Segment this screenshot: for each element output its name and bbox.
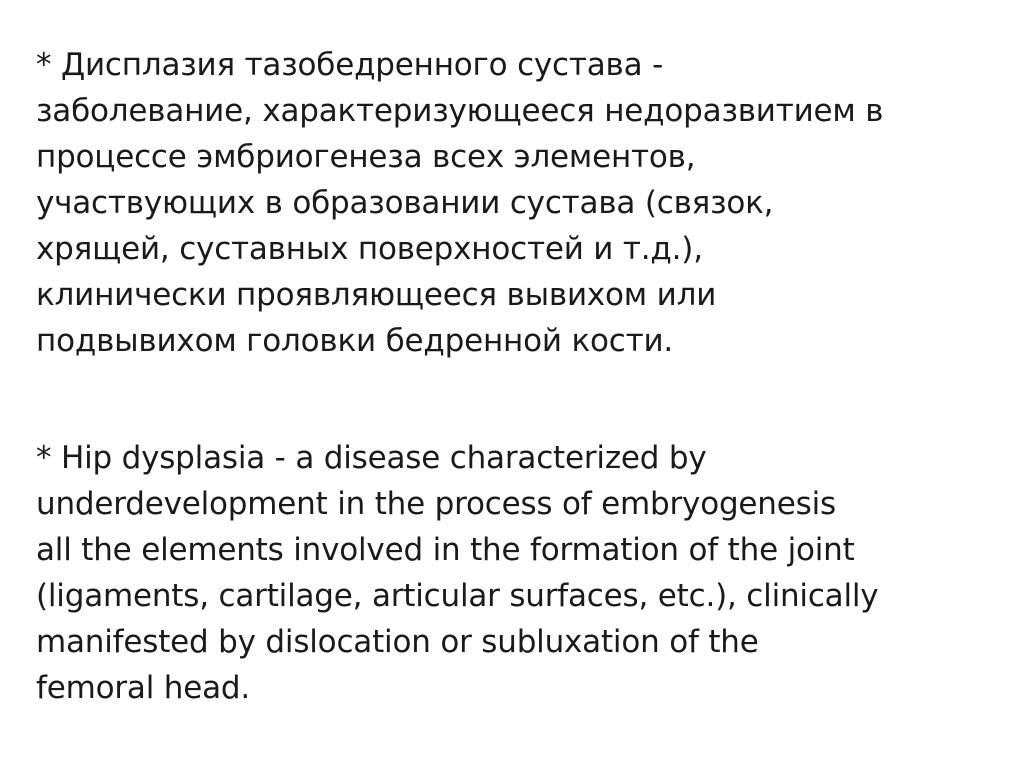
text-line: all the elements involved in the formation of the joint (36, 532, 855, 568)
text-line: femoral head. (36, 670, 251, 706)
bullet-paragraph-english (36, 435, 996, 711)
bullet-paragraph-russian (36, 42, 996, 364)
text-line: underdevelopment in the process of embryogenesis (36, 486, 836, 522)
text-line: * Hip dysplasia - a disease characterized by (36, 440, 707, 476)
text-line: подвывихом головки бедренной кости. (36, 323, 674, 359)
text-line: клинически проявляющееся вывихом или (36, 277, 717, 313)
text-line: (ligaments, cartilage, articular surfaces, etc.), clinically (36, 578, 879, 614)
text-line: manifested by dislocation or subluxation of the (36, 624, 759, 660)
text-line: * Дисплазия тазобедренного сустава - (36, 47, 664, 83)
text-line: заболевание, характеризующееся недоразвитием в (36, 93, 884, 129)
text-line: хрящей, суставных поверхностей и т.д.), (36, 231, 703, 267)
text-line: процессе эмбриогенеза всех элементов, (36, 139, 696, 175)
text-line: участвующих в образовании сустава (связок, (36, 185, 774, 221)
